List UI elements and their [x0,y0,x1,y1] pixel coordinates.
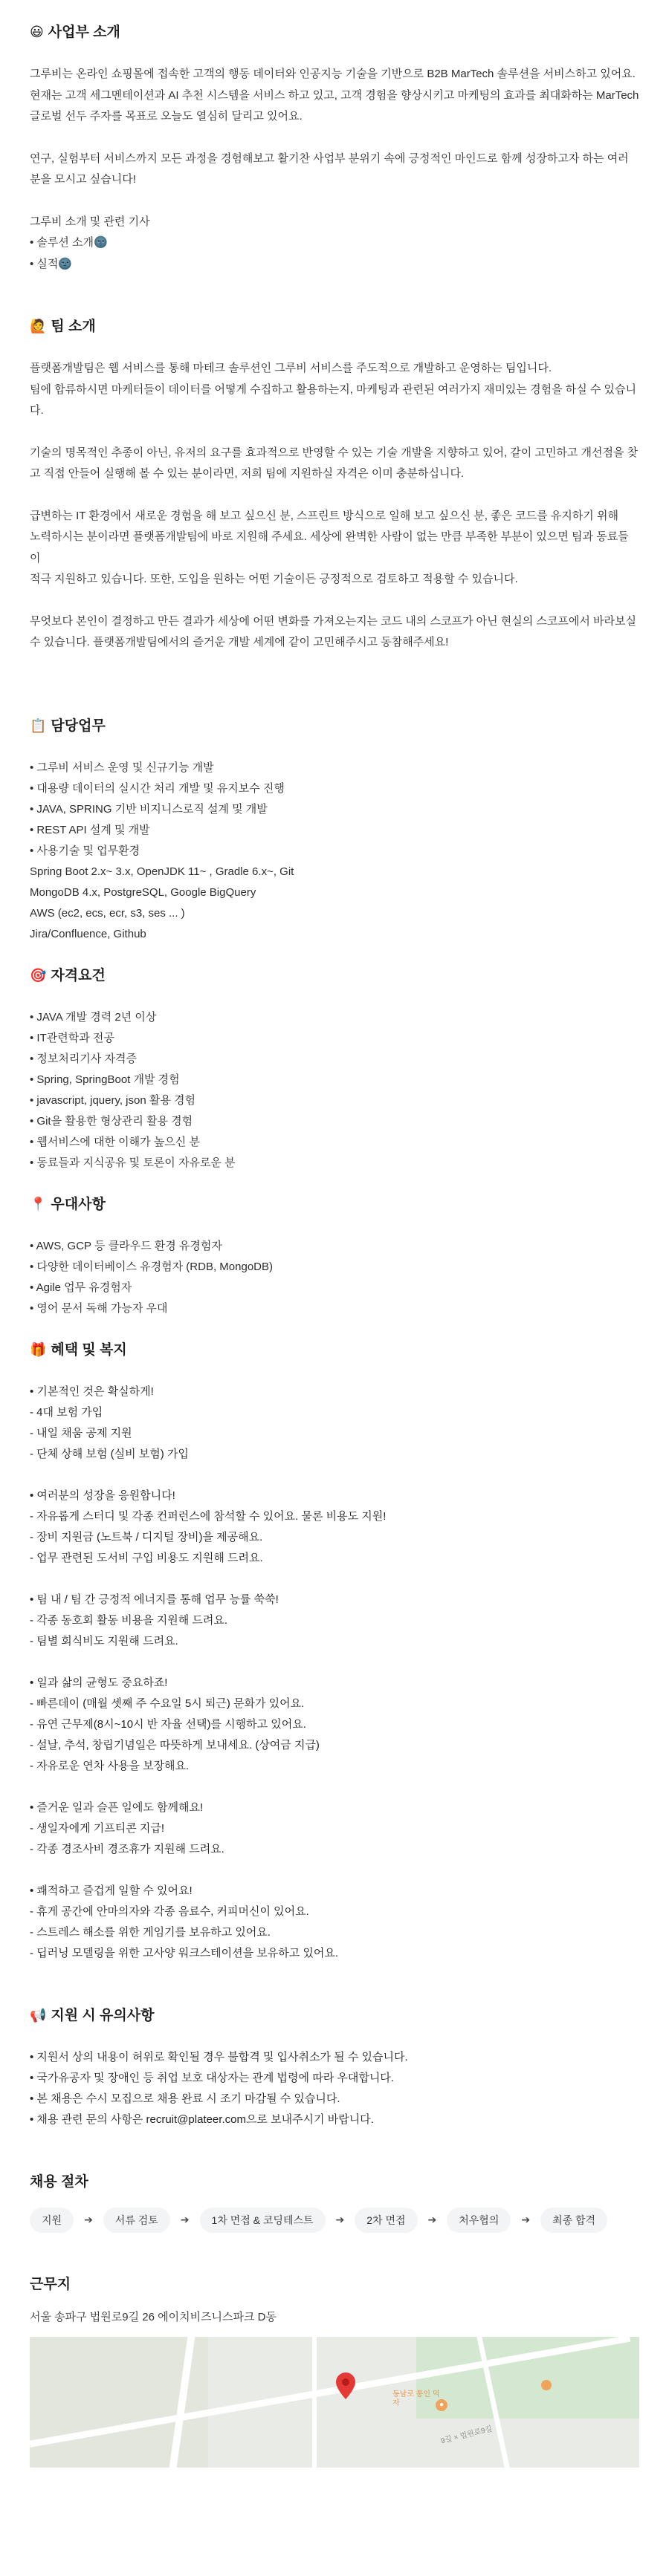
list-item: • AWS, GCP 등 클라우드 환경 유경험자 [30,1239,222,1252]
benefits-group-5 [30,1798,639,1860]
restaurant-icon: ● [436,2399,447,2411]
list-item: • Spring, SpringBoot 개발 경험 [30,1073,180,1086]
list-item: - 각종 동호회 활동 비용을 지원해 드려요. [30,1613,228,1627]
text-line: 현재는 고객 세그멘테이션과 AI 추천 시스템을 서비스 하고 있고, 고객 경험을 향상시키고 마케팅의 효과를 최대화하는 MarTech 글로벌 선두 주자를 목표로 오늘도 열심히 달리고 있어요. [30,88,639,123]
target-icon: 🎯 [30,967,47,983]
business-links-title: 그루비 소개 및 관련 기사 [30,215,150,228]
benefits-group-1 [30,1382,639,1465]
list-item: • 동료들과 지식공유 및 토론이 자유로운 분 [30,1156,236,1169]
map-poi-label: 동남로 통인 먹자 [392,2390,440,2407]
map-street-label: 9길 × 법원로9길 [439,2424,494,2445]
list-item: AWS (ec2, ecs, ecr, s3, ses ... ) [30,906,185,920]
location-title: 근무지 [30,2276,71,2292]
link-solution[interactable]: • 솔루션 소개🌚 [30,236,108,249]
list-item: • 본 채용은 수시 모집으로 채용 완료 시 조기 마감될 수 있습니다. [30,2092,340,2105]
step-apply: 지원 [30,2208,74,2233]
team-paragraph-1 [30,358,639,422]
raising-hand-icon: 🙋 [30,319,47,334]
list-item: - 내일 채움 공제 지원 [30,1426,132,1440]
megaphone-icon: 📢 [30,2007,47,2023]
business-title: 사업부 소개 [48,25,120,40]
step-final-pass: 최종 합격 [540,2208,607,2233]
team-paragraph-3 [30,506,639,591]
benefits-title: 혜택 및 복지 [51,1341,127,1358]
list-item: - 업무 관련된 도서비 구입 비용도 지원해 드려요. [30,1551,263,1564]
list-item: • 사용기술 및 업무환경 [30,844,140,857]
benefits-group-3 [30,1590,639,1652]
arrow-right-icon: ➔ [427,2214,437,2226]
arrow-right-icon: ➔ [180,2214,190,2226]
list-item: MongoDB 4.x, PostgreSQL, Google BigQuery [30,885,256,899]
list-item: - 유연 근무제(8시~10시 반 자율 선택)를 시행하고 있어요. [30,1717,306,1731]
location-address: 서울 송파구 법원로9길 26 에이치비즈니스파크 D동 [30,2310,277,2323]
benefits-group-4 [30,1673,639,1777]
link-performance[interactable]: • 실적🌚 [30,257,73,270]
list-item: - 설날, 추석, 창립기념일은 따뜻하게 보내세요. (상여금 지급) [30,1738,320,1752]
text-line: 노력하시는 분이라면 플랫폼개발팀에 바로 지원해 주세요. 세상에 완벽한 사람이 없는 만큼 부족한 부분이 있으면 팀과 동료들이 [30,530,629,565]
qualifications-list [30,1007,639,1174]
list-item: - 4대 보험 가입 [30,1405,103,1419]
benefits-heading [30,1340,639,1361]
list-item: • 그루비 서비스 운영 및 신규기능 개발 [30,761,214,774]
list-item: • 지원서 상의 내용이 허위로 확인될 경우 불합격 및 입사취소가 될 수 있습니다. [30,2050,408,2063]
list-item: • JAVA, SPRING 기반 비지니스로직 설계 및 개발 [30,802,268,816]
list-item: - 딥러닝 모델링을 위한 고사양 워크스테이션을 보유하고 있어요. [30,1946,339,1959]
list-item: - 생일자에게 기프티콘 지급! [30,1821,165,1835]
map-park [416,2337,639,2419]
duties-list [30,758,639,945]
text-line: 적극 지원하고 있습니다. 또한, 도입을 원하는 어떤 기술이든 긍정적으로 검토하고 적용할 수 있습니다. [30,573,518,585]
map-marker-icon[interactable] [336,2372,355,2399]
list-item: Spring Boot 2.x~ 3.x, OpenJDK 11~ , Gradle 6.x~, Git [30,865,294,878]
text-line: 그루비는 온라인 쇼핑몰에 접속한 고객의 행동 데이터와 인공지능 기술을 기반으로 B2B MarTech 솔루션을 서비스하고 있어요. [30,68,636,80]
arrow-right-icon: ➔ [335,2214,345,2226]
list-item: • Git을 활용한 형상관리 활용 경험 [30,1114,193,1128]
duties-heading [30,716,639,737]
gift-icon: 🎁 [30,1341,47,1358]
business-heading [30,22,639,43]
arrow-right-icon: ➔ [84,2214,93,2226]
clipboard-icon: 📋 [30,718,47,734]
business-paragraph-2: 연구, 실험부터 서비스까지 모든 과정을 경험해보고 활기찬 사업부 분위기 속에 긍정적인 마인드로 함께 성장하고자 하는 여러분을 모시고 싶습니다! [30,152,629,186]
list-item: - 자유롭게 스터디 및 각종 컨퍼런스에 참석할 수 있어요. 물론 비용도 지원! [30,1509,387,1523]
arrow-right-icon: ➔ [521,2214,531,2226]
list-item: - 팀별 회식비도 지원해 드려요. [30,1634,178,1648]
preferred-heading [30,1194,639,1215]
list-item: • 웹서비스에 대한 이해가 높으신 분 [30,1135,200,1148]
list-item: • 다양한 데이터베이스 유경험자 (RDB, MongoDB) [30,1260,273,1273]
list-item: • 영어 문서 독해 가능자 우대 [30,1301,168,1315]
duties-title: 담당업무 [51,718,106,734]
list-item: • 즐거운 일과 슬픈 일에도 함께해요! [30,1801,204,1814]
list-item: • 채용 관련 문의 사항은 recruit@plateer.com으로 보내주시기 바랍니다. [30,2112,374,2126]
step-negotiation: 처우협의 [447,2208,511,2233]
list-item: - 각종 경조사비 경조휴가 지원해 드려요. [30,1842,224,1855]
process-title: 채용 절차 [30,2173,88,2190]
notice-heading [30,2006,639,2026]
location-map[interactable] [30,2337,639,2468]
step-second-interview: 2차 면접 [355,2208,417,2233]
text-line: 팀에 합류하시면 마케터들이 데이터를 어떻게 수집하고 활용하는지, 마케팅과 관련된 여러가지 재미있는 경험을 하실 수 있습니다. [30,383,636,417]
process-steps [30,2208,639,2233]
poi-icon [541,2380,552,2390]
pin-icon: 📍 [30,1196,47,1212]
benefits-group-2 [30,1486,639,1569]
step-first-interview: 1차 면접 & 코딩테스트 [200,2208,326,2233]
list-item: • 쾌적하고 즐겁게 일할 수 있어요! [30,1884,193,1897]
map-road [312,2337,317,2468]
benefits-group-6 [30,1881,639,1964]
text-line: 플랫폼개발팀은 웹 서비스를 통해 마테크 솔루션인 그루비 서비스를 주도적으로 개발하고 운영하는 팀입니다. [30,362,552,374]
list-item: • javascript, jquery, json 활용 경험 [30,1093,195,1107]
qualifications-title: 자격요건 [51,967,106,983]
list-item: - 스트레스 해소를 위한 게임기를 보유하고 있어요. [30,1925,271,1939]
list-item: - 장비 지원금 (노트북 / 디지털 장비)을 제공해요. [30,1530,263,1544]
list-item: - 빠른데이 (매월 셋째 주 수요일 5시 퇴근) 문화가 있어요. [30,1697,305,1710]
preferred-title: 우대사항 [51,1196,106,1212]
notice-list [30,2047,639,2130]
list-item: - 단체 상해 보험 (실비 보험) 가입 [30,1447,189,1460]
list-item: • IT관련학과 전공 [30,1031,114,1044]
list-item: • JAVA 개발 경력 2년 이상 [30,1010,157,1024]
list-item: - 휴게 공간에 안마의자와 각종 음료수, 커피머신이 있어요. [30,1905,309,1918]
team-heading [30,316,639,337]
business-paragraph-1 [30,64,639,128]
list-item: • 여러분의 성장을 응원합니다! [30,1489,175,1502]
smile-icon: 😃 [30,25,44,40]
notice-title: 지원 시 유의사항 [51,2007,155,2023]
list-item: • REST API 설계 및 개발 [30,823,150,836]
list-item: • 일과 삶의 균형도 중요하죠! [30,1676,168,1689]
qualifications-heading [30,966,639,986]
list-item: • Agile 업무 유경험자 [30,1281,132,1294]
list-item: • 팀 내 / 팀 간 긍정적 에너지를 통해 업무 능률 쑥쑥! [30,1593,279,1606]
team-paragraph-4: 무엇보다 본인이 결정하고 만든 결과가 세상에 어떤 변화를 가져오는지는 코드 내의 스코프가 아닌 현실의 스코프에서 바라보실 수 있습니다. 플랫폼개발팀에서의 즐거운 개발 세계에 같이 고민해주시고 동참해주세요! [30,614,636,648]
team-paragraph-2: 기술의 명목적인 추종이 아닌, 유저의 요구를 효과적으로 반영할 수 있는 기술 개발을 지향하고 있어, 같이 고민하고 개선점을 찾고 직접 안들어 실행해 볼 수 있는 분이라면, 저희 팀에 지원하실 자격은 이미 충분하십니다. [30,446,639,480]
list-item: • 정보처리기사 자격증 [30,1052,137,1065]
list-item: • 기본적인 것은 확실하게! [30,1385,154,1398]
list-item: • 대용량 데이터의 실시간 처리 개발 및 유지보수 진행 [30,781,285,795]
preferred-list [30,1236,639,1319]
step-document-review: 서류 검토 [103,2208,170,2233]
list-item: • 국가유공자 및 장애인 등 취업 보호 대상자는 관계 법령에 따라 우대합니다. [30,2071,394,2084]
list-item: Jira/Confluence, Github [30,927,146,940]
text-line: 급변하는 IT 환경에서 새로운 경험을 해 보고 싶으신 분, 스프린트 방식으로 일해 보고 싶으신 분, 좋은 코드를 유지하기 위해 [30,509,618,522]
list-item: - 자유로운 연차 사용을 보장해요. [30,1759,190,1772]
team-title: 팀 소개 [51,319,96,334]
